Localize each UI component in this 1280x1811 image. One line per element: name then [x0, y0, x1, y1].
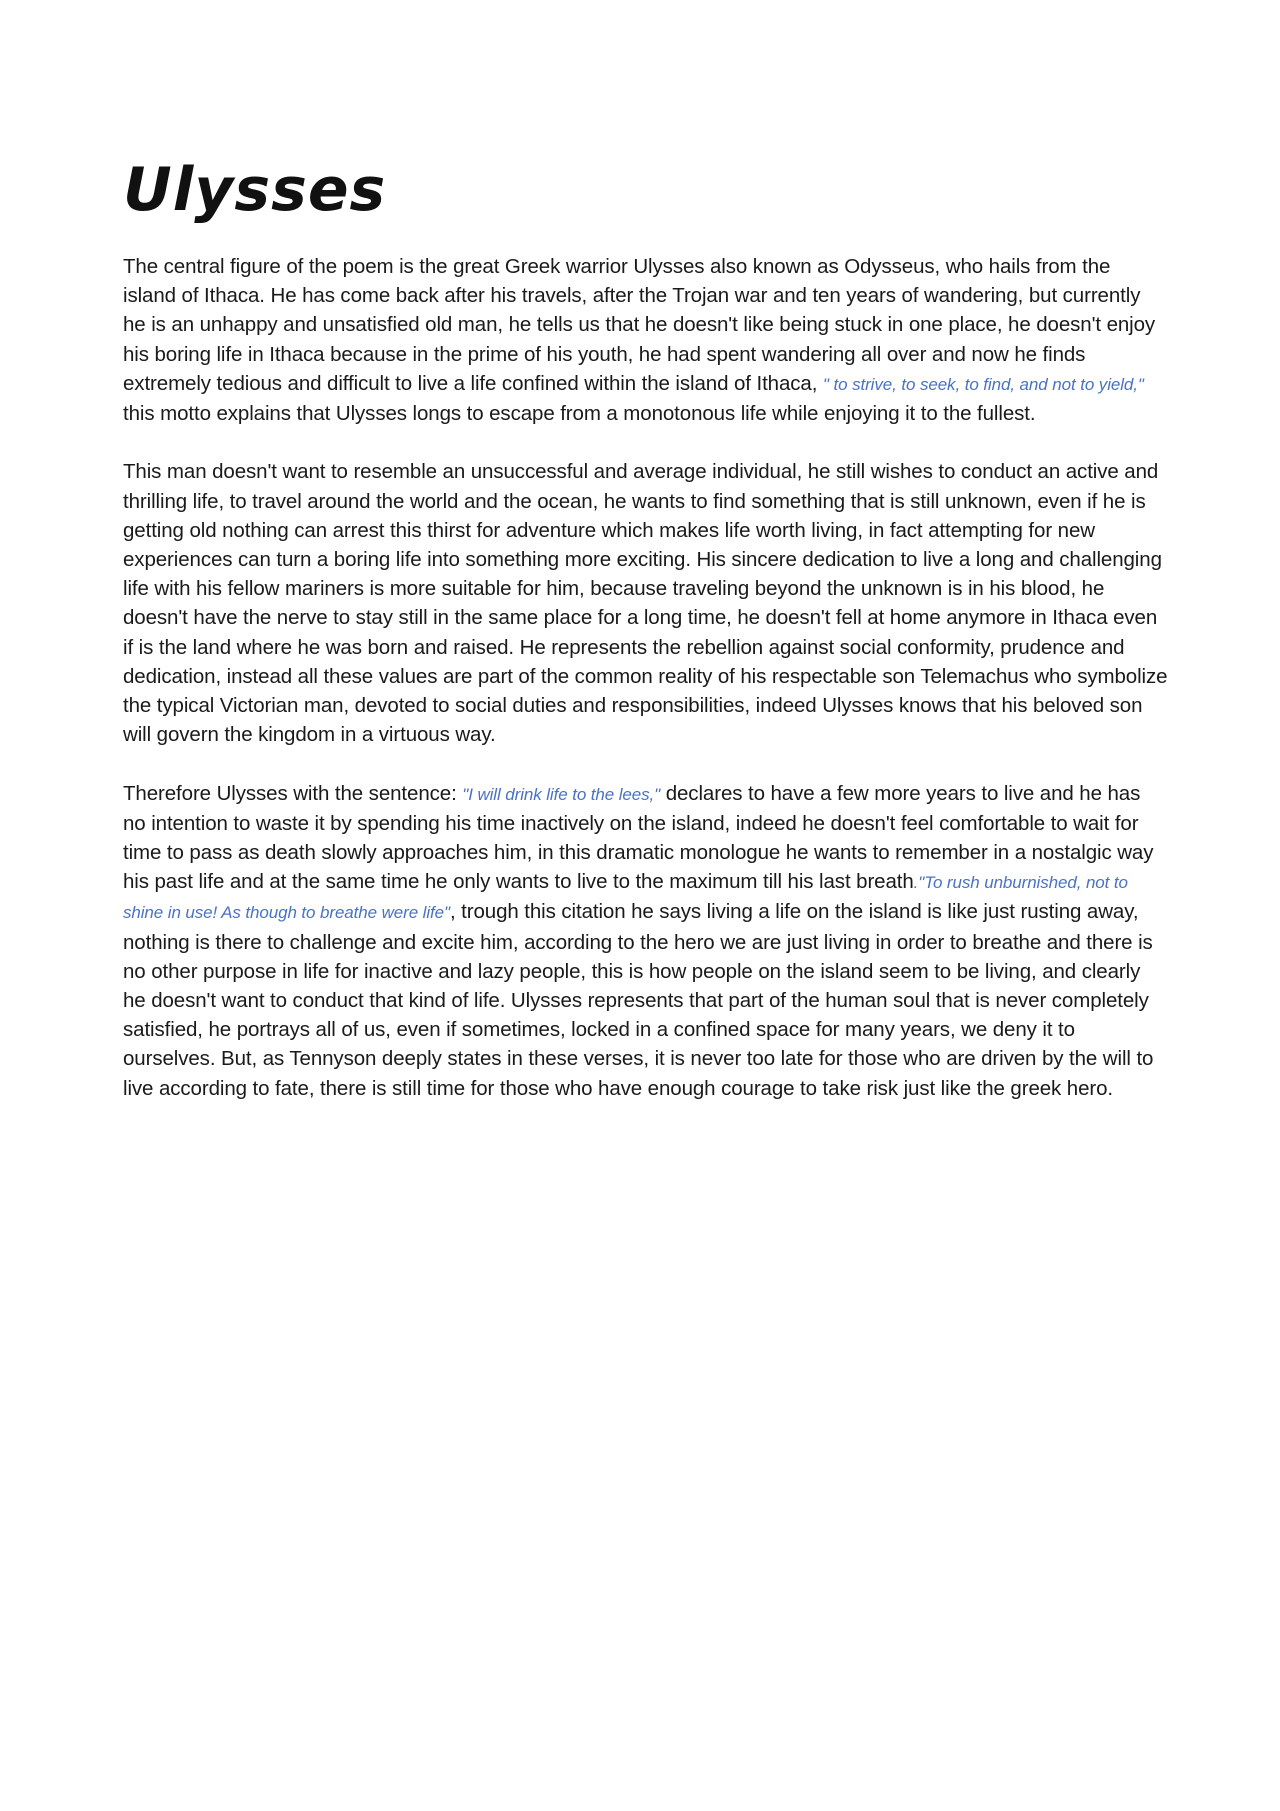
paragraph-3-text-start: Therefore Ulysses with the sentence:: [123, 781, 463, 805]
paragraph-3: [123, 779, 1168, 1103]
paragraph-1-text-end: this motto explains that Ulysses longs to escape from a monotonous life while enjoying it to the fullest.: [123, 402, 1036, 426]
paragraph-1-text-start: The central figure of the poem is the great Greek warrior Ulysses also known as Odysseus, who hails from the island of Ithaca. He has come back after his travels, after the Trojan war and ten years of wandering, but currently he is an unhappy and unsatisfied old man, he tells us that he doesn't like being stuck in one place, he doesn't enjoy his boring life in Ithaca because in the prime of his youth, he had spent wandering all over and now he finds extremely tedious and difficult to live a life confined within the island of Ithaca,: [123, 255, 1156, 395]
rush-unburnished-quote: ."To rush unburnished, not to shine in use! As though to breathe were life": [123, 873, 1128, 923]
paragraph-2: This man doesn't want to resemble an unsuccessful and average individual, he still wishes to conduct an active and thrilling life, to travel around the world and the ocean, he wants to find something that is still unknown, even if he is getting old nothing can arrest this thirst for adventure which makes life worth living, in fact attempting for new experiences can turn a boring life into something more exciting. His sincere dedication to live a long and challenging life with his fellow mariners is more suitable for him, because traveling beyond the unknown is in his blood, he doesn't have the nerve to stay still in the same place for a long time, he doesn't fell at home anymore in Ithaca even if is the land where he was born and raised. He represents the rebellion against social conformity, prudence and dedication, instead all these values are part of the common reality of his respectable son Telemachus who symbolize the typical Victorian man, devoted to social duties and responsibilities, indeed Ulysses knows that his beloved son will govern the kingdom in a virtuous way.: [123, 460, 1168, 747]
paragraph-3-text-end: , trough this citation he says living a life on the island is like just rusting away, nothing is there to challenge and excite him, according to the hero we are just living in order to breathe and there is no other purpose in life for inactive and lazy people, this is how people on the island seem to be living, and clearly he doesn't want to conduct that kind of life. Ulysses represents that part of the human soul that is never completely satisfied, he portrays all of us, even if sometimes, locked in a confined space for many years, we deny it to ourselves. But, as Tennyson deeply states in these verses, it is never too late for those who are driven by the will to live according to fate, there is still time for those who have enough courage to take risk just like the greek hero.: [123, 900, 1154, 1100]
document-page: [123, 150, 1168, 1132]
document-title: Ulysses: [123, 155, 387, 225]
motto-quote: " to strive, to seek, to find, and not to yield,": [822, 374, 1144, 394]
paragraph-1: [123, 252, 1168, 428]
drink-life-quote: "I will drink life to the lees,": [462, 784, 661, 804]
paragraph-3-text-middle: declares to have a few more years to live and he has no intention to waste it by spending his time inactively on the island, indeed he doesn't feel comfortable to wait for time to pass as death slowly approaches him, in this dramatic monologue he wants to remember in a nostalgic way his past life and at the same time he only wants to live to the maximum till his last breath: [123, 781, 1154, 894]
